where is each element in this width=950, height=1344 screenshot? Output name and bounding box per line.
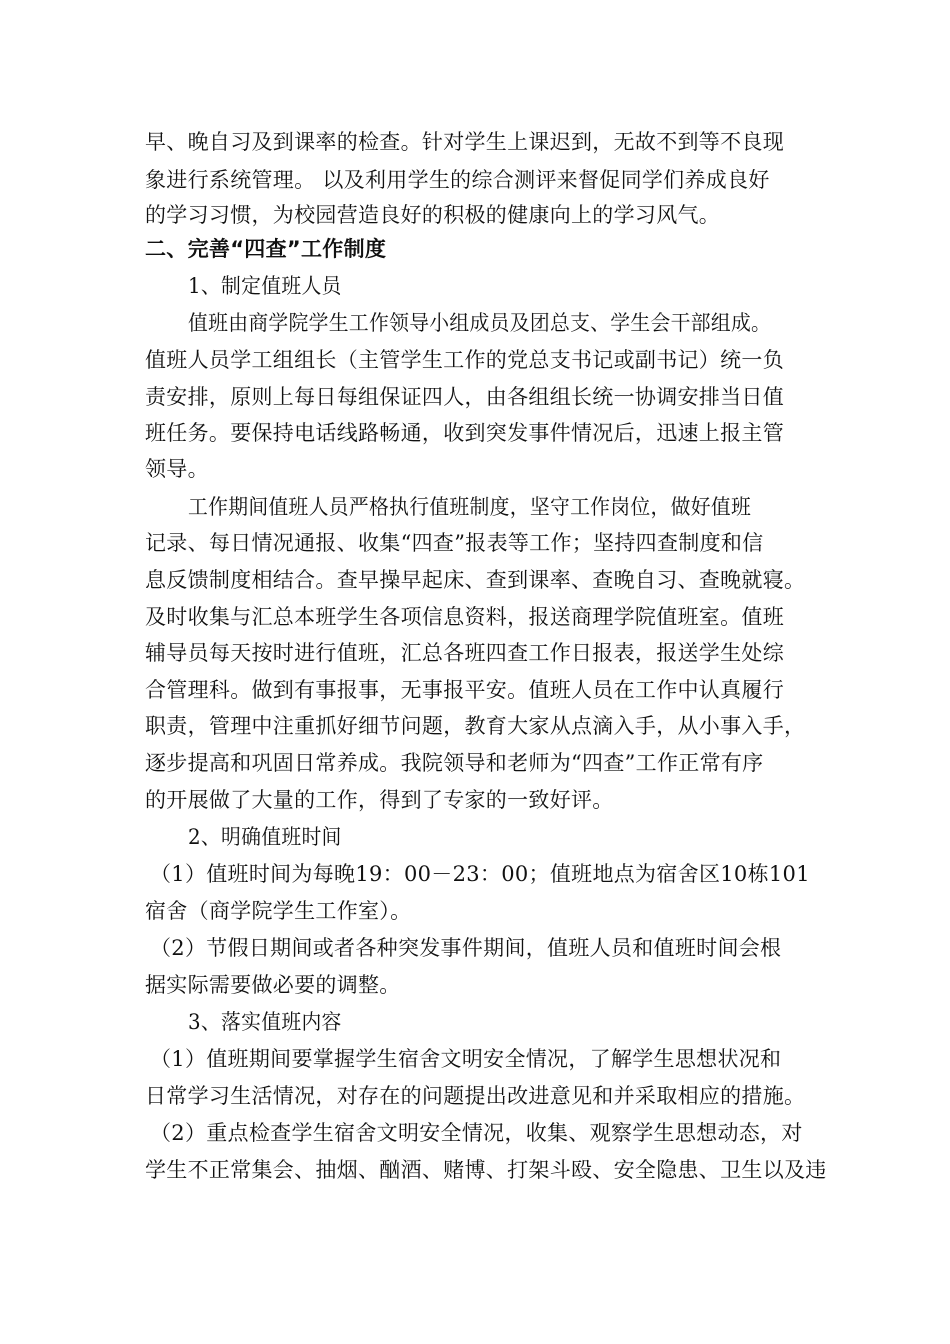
paragraph-line: 记录、每日情况通报、收集“四查”报表等工作；坚持四查制度和信	[145, 531, 764, 555]
paragraph-line: 辅导员每天按时进行值班，汇总各班四查工作日报表，报送学生处综	[145, 641, 784, 665]
paragraph-line: 象进行系统管理。 以及利用学生的综合测评来督促同学们养成良好	[145, 168, 770, 192]
section-heading: 二、完善“四查”工作制度	[145, 237, 387, 261]
paragraph-line: 的学习习惯，为校园营造良好的积极的健康向上的学习风气。	[145, 203, 721, 227]
paragraph-line: 据实际需要做必要的调整。	[145, 973, 401, 997]
paragraph-line: 宿舍（商学院学生工作室）。	[145, 899, 412, 923]
paragraph-line: 息反馈制度相结合。查早操早起床、查到课率、查晚自习、查晚就寝。	[145, 568, 806, 592]
paragraph-line: 逐步提高和巩固日常养成。我院领导和老师为“四查”工作正常有序	[145, 751, 764, 775]
paragraph-line: （2）重点检查学生宿舍文明安全情况，收集、观察学生思想动态，对	[150, 1121, 803, 1145]
subsection-heading: 3、落实值班内容	[188, 1010, 342, 1034]
paragraph-line: 工作期间值班人员严格执行值班制度，坚守工作岗位，做好值班	[188, 495, 752, 519]
paragraph-line: 值班人员学工组组长（主管学生工作的党总支书记或副书记）统一负	[145, 348, 784, 372]
paragraph-line: 及时收集与汇总本班学生各项信息资料，报送商理学院值班室。值班	[145, 605, 784, 629]
subsection-heading: 2、明确值班时间	[188, 825, 342, 849]
paragraph-line: 日常学习生活情况，对存在的问题提出改进意见和并采取相应的措施。	[145, 1084, 806, 1108]
paragraph-line: 早、晚自习及到课率的检查。针对学生上课迟到，无故不到等不良现	[145, 130, 784, 154]
paragraph-line: 职责，管理中注重抓好细节问题，教育大家从点滴入手，从小事入手，	[145, 714, 806, 738]
paragraph-line: 学生不正常集会、抽烟、酗酒、赌博、打架斗殴、安全隐患、卫生以及违	[145, 1158, 827, 1182]
paragraph-line: 的开展做了大量的工作，得到了专家的一致好评。	[145, 788, 614, 812]
paragraph-line: 合管理科。做到有事报事，无事报平安。值班人员在工作中认真履行	[145, 678, 784, 702]
paragraph-line: （1）值班时间为每晚19：00－23：00；值班地点为宿舍区10栋101	[150, 862, 810, 886]
paragraph-line: （2）节假日期间或者各种突发事件期间，值班人员和值班时间会根	[150, 936, 782, 960]
paragraph-line: 责安排，原则上每日每组保证四人，由各组组长统一协调安排当日值	[145, 385, 784, 409]
paragraph-line: （1）值班期间要掌握学生宿舍文明安全情况，了解学生思想状况和	[150, 1047, 782, 1071]
paragraph-line: 领导。	[145, 457, 209, 481]
paragraph-line: 值班由商学院学生工作领导小组成员及团总支、学生会干部组成。	[188, 311, 772, 335]
paragraph-line: 班任务。要保持电话线路畅通，收到突发事件情况后，迅速上报主管	[145, 421, 784, 445]
subsection-heading: 1、制定值班人员	[188, 274, 342, 298]
